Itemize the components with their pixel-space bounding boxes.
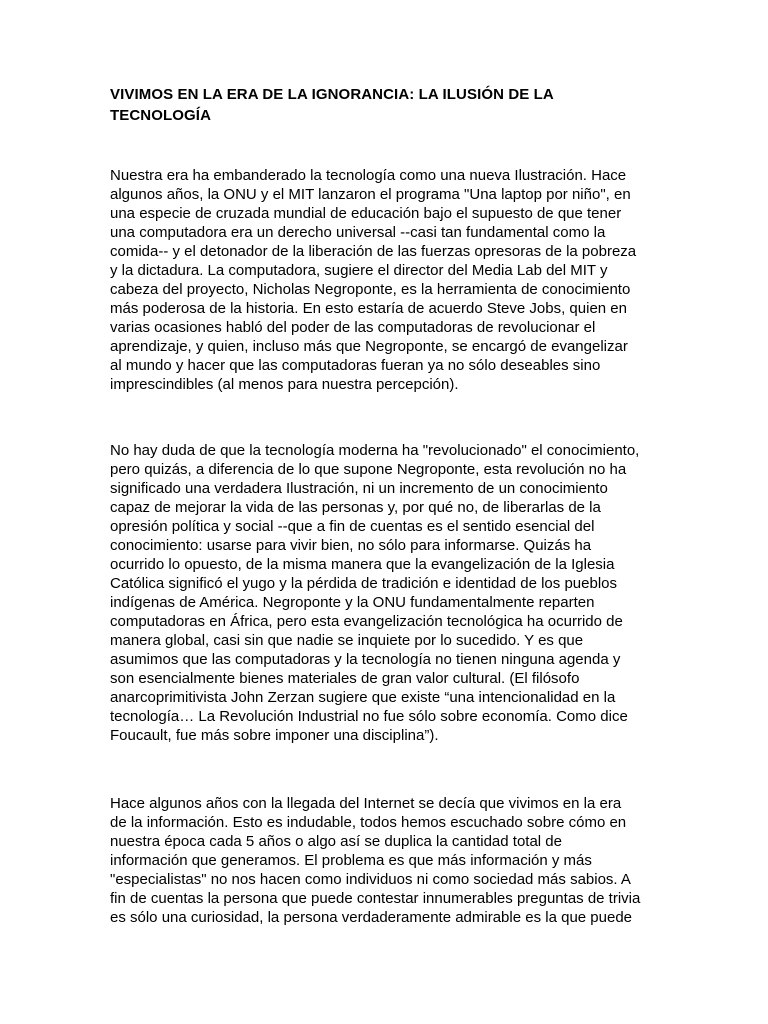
text-line: capaz de mejorar la vida de las personas y, por qué no, de liberarlas de la xyxy=(110,499,601,516)
text-line: y la dictadura. La computadora, sugiere el director del Media Lab del MIT y xyxy=(110,262,608,279)
text-line: "especialistas" no nos hacen como individuos ni como sociedad más sabios. A xyxy=(110,871,631,888)
text-line: Hace algunos años con la llegada del Internet se decía que vivimos en la era xyxy=(110,795,622,812)
text-line: es sólo una curiosidad, la persona verdaderamente admirable es la que puede xyxy=(110,909,633,926)
title-line: VIVIMOS EN LA ERA DE LA IGNORANCIA: LA ILUSIÓN DE LA xyxy=(110,86,554,103)
text-line: de la información. Esto es indudable, todos hemos escuchado sobre cómo en xyxy=(110,814,627,831)
text-line: conocimiento: usarse para vivir bien, no sólo para informarse. Quizás ha xyxy=(110,537,592,554)
paragraph-3 xyxy=(110,794,640,927)
document-title xyxy=(110,84,670,126)
text-line: Nuestra era ha embanderado la tecnología como una nueva Ilustración. Hace xyxy=(110,167,627,184)
text-line: fin de cuentas la persona que puede contestar innumerables preguntas de trivia xyxy=(110,890,641,907)
text-line: significado una verdadera Ilustración, ni un incremento de un conocimiento xyxy=(110,480,608,497)
text-line: ocurrido lo opuesto, de la misma manera que la evangelización de la Iglesia xyxy=(110,556,615,573)
text-line: algunos años, la ONU y el MIT lanzaron el programa "Una laptop por niño", en xyxy=(110,186,631,203)
text-line: computadoras en África, pero esta evangelización tecnológica ha ocurrido de xyxy=(110,613,623,630)
title-line: TECNOLOGÍA xyxy=(110,107,211,124)
text-line: Católica significó el yugo y la pérdida de tradición e identidad de los pueblos xyxy=(110,575,617,592)
text-line: pero quizás, a diferencia de lo que supone Negroponte, esta revolución no ha xyxy=(110,461,627,478)
text-line: opresión política y social --que a fin de cuentas es el sentido esencial del xyxy=(110,518,595,535)
text-line: comida-- y el detonador de la liberación de las fuerzas opresoras de la pobreza xyxy=(110,243,637,260)
paragraph-2 xyxy=(110,441,639,745)
text-line: aprendizaje, y quien, incluso más que Negroponte, se encargó de evangelizar xyxy=(110,338,628,355)
text-line: una especie de cruzada mundial de educación bajo el supuesto de que tener xyxy=(110,205,622,222)
text-line: información que generamos. El problema es que más información y más xyxy=(110,852,592,869)
text-line: varias ocasiones habló del poder de las computadoras de revolucionar el xyxy=(110,319,596,336)
paragraph-1 xyxy=(110,166,636,394)
text-line: cabeza del proyecto, Nicholas Negroponte, es la herramienta de conocimiento xyxy=(110,281,631,298)
text-line: una computadora era un derecho universal --casi tan fundamental como la xyxy=(110,224,606,241)
text-line: más poderosa de la historia. En esto estaría de acuerdo Steve Jobs, quien en xyxy=(110,300,627,317)
text-line: tecnología… La Revolución Industrial no fue sólo sobre economía. Como dice xyxy=(110,708,628,725)
text-line: nuestra época cada 5 años o algo así se duplica la cantidad total de xyxy=(110,833,562,850)
text-line: anarcoprimitivista John Zerzan sugiere que existe “una intencionalidad en la xyxy=(110,689,616,706)
text-line: asumimos que las computadoras y la tecnología no tienen ninguna agenda y xyxy=(110,651,621,668)
text-line: No hay duda de que la tecnología moderna ha "revolucionado" el conocimiento, xyxy=(110,442,640,459)
text-line: son esencialmente bienes materiales de gran valor cultural. (El filósofo xyxy=(110,670,580,687)
text-line: imprescindibles (al menos para nuestra percepción). xyxy=(110,376,459,393)
text-line: Foucault, fue más sobre imponer una disciplina”). xyxy=(110,727,439,744)
text-line: al mundo y hacer que las computadoras fueran ya no sólo deseables sino xyxy=(110,357,601,374)
text-line: indígenas de América. Negroponte y la ONU fundamentalmente reparten xyxy=(110,594,595,611)
text-line: manera global, casi sin que nadie se inquiete por lo sucedido. Y es que xyxy=(110,632,584,649)
